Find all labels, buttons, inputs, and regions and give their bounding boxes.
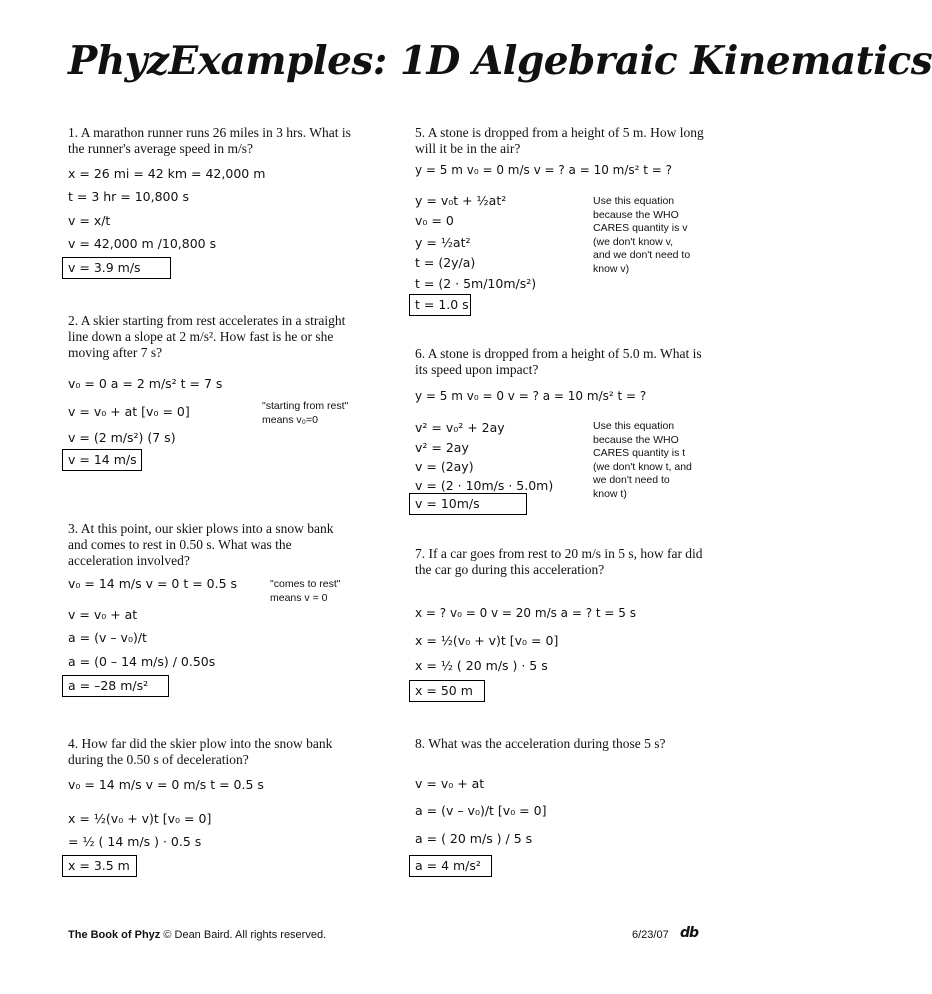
problem-7-line-2: x = ½(v₀ + v)t [v₀ = 0] bbox=[415, 633, 559, 648]
problem-8-line-2: a = (v – v₀)/t [v₀ = 0] bbox=[415, 803, 547, 818]
problem-2-line-2: v = v₀ + at [v₀ = 0] bbox=[68, 404, 190, 419]
problem-6-line-2: v² = v₀² + 2ay bbox=[415, 420, 505, 435]
problem-4-question: 4. How far did the skier plow into the snow bank during the 0.50 s of deceleration? bbox=[68, 736, 333, 767]
problem-5-line-1: y = 5 m v₀ = 0 m/s v = ? a = 10 m/s² t = ? bbox=[415, 163, 673, 177]
problem-1-line-2: t = 3 hr = 10,800 s bbox=[68, 189, 189, 204]
problem-6-line-5: v = (2 · 10m/s · 5.0m) bbox=[415, 478, 554, 493]
problem-6-line-1: y = 5 m v₀ = 0 v = ? a = 10 m/s² t = ? bbox=[415, 389, 647, 403]
problem-5-line-6: t = (2 · 5m/10m/s²) bbox=[415, 276, 537, 291]
problem-1-answer: v = 3.9 m/s bbox=[62, 257, 171, 279]
problem-4-line-2: x = ½(v₀ + v)t [v₀ = 0] bbox=[68, 811, 212, 826]
problem-2-line-3: v = (2 m/s²) (7 s) bbox=[68, 430, 176, 445]
problem-3-question: 3. At this point, our skier plows into a snow bank and comes to rest in 0.50 s. What was the acceleration involved? bbox=[68, 521, 334, 568]
problem-3-line-3: a = (v – v₀)/t bbox=[68, 630, 147, 645]
problem-5-answer: t = 1.0 s bbox=[409, 294, 471, 316]
problem-4-line-3: = ½ ( 14 m/s ) · 0.5 s bbox=[68, 834, 202, 849]
problem-8-line-3: a = ( 20 m/s ) / 5 s bbox=[415, 831, 533, 846]
problem-1-line-4: v = 42,000 m /10,800 s bbox=[68, 236, 217, 251]
problem-6-line-4: v = (2ay) bbox=[415, 459, 474, 474]
problem-6-answer: v = 10m/s bbox=[409, 493, 527, 515]
problem-8-line-1: v = v₀ + at bbox=[415, 776, 485, 791]
problem-2-note: "starting from rest" means v₀=0 bbox=[262, 400, 349, 426]
problem-7-line-3: x = ½ ( 20 m/s ) · 5 s bbox=[415, 658, 548, 673]
problem-7-question: 7. If a car goes from rest to 20 m/s in 5 s, how far did the car go during this acceleration? bbox=[415, 546, 703, 577]
problem-6-line-3: v² = 2ay bbox=[415, 440, 469, 455]
footer-copyright: © Dean Baird. All rights reserved. bbox=[163, 929, 327, 941]
problem-8-answer: a = 4 m/s² bbox=[409, 855, 492, 877]
problem-4-answer: x = 3.5 m bbox=[62, 855, 137, 877]
problem-7-answer: x = 50 m bbox=[409, 680, 485, 702]
problem-5-line-3: v₀ = 0 bbox=[415, 213, 454, 228]
problem-1-question: 1. A marathon runner runs 26 miles in 3 hrs. What is the runner's average speed in m/s? bbox=[68, 125, 351, 156]
problem-3-note: "comes to rest" means v = 0 bbox=[270, 578, 341, 604]
problem-5-note: Use this equation because the WHO CARES quantity is v (we don't know v, and we don't need to know v) bbox=[593, 195, 691, 275]
footer-date: 6/23/07 bbox=[632, 929, 669, 941]
problem-6-note: Use this equation because the WHO CARES quantity is t (we don't know t, and we don't need to know t) bbox=[593, 420, 692, 500]
footer-credit bbox=[68, 929, 326, 941]
problem-2-answer: v = 14 m/s bbox=[62, 449, 142, 471]
problem-2-line-1: v₀ = 0 a = 2 m/s² t = 7 s bbox=[68, 376, 223, 391]
problem-8-question: 8. What was the acceleration during those 5 s? bbox=[415, 736, 666, 751]
footer-book-title: The Book of Phyz bbox=[68, 929, 161, 941]
page-title: PhyzExamples: 1D Algebraic Kinematics bbox=[68, 38, 932, 84]
problem-5-question: 5. A stone is dropped from a height of 5 m. How long will it be in the air? bbox=[415, 125, 704, 156]
problem-5-line-2: y = v₀t + ½at² bbox=[415, 193, 507, 208]
problem-5-line-5: t = (2y/a) bbox=[415, 255, 476, 270]
problem-3-line-1: v₀ = 14 m/s v = 0 t = 0.5 s bbox=[68, 576, 238, 591]
problem-4-line-1: v₀ = 14 m/s v = 0 m/s t = 0.5 s bbox=[68, 777, 264, 792]
problem-3-answer: a = –28 m/s² bbox=[62, 675, 169, 697]
problem-2-question: 2. A skier starting from rest accelerates in a straight line down a slope at 2 m/s². How fast is he or she moving after 7 s? bbox=[68, 313, 346, 360]
problem-3-line-4: a = (0 – 14 m/s) / 0.50s bbox=[68, 654, 216, 669]
problem-1-line-3: v = x/t bbox=[68, 213, 111, 228]
db-logo: db bbox=[680, 925, 699, 941]
problem-1-line-1: x = 26 mi = 42 km = 42,000 m bbox=[68, 166, 266, 181]
problem-7-line-1: x = ? v₀ = 0 v = 20 m/s a = ? t = 5 s bbox=[415, 606, 636, 620]
problem-3-line-2: v = v₀ + at bbox=[68, 607, 138, 622]
problem-5-line-4: y = ½at² bbox=[415, 235, 471, 250]
problem-6-question: 6. A stone is dropped from a height of 5.0 m. What is its speed upon impact? bbox=[415, 346, 702, 377]
